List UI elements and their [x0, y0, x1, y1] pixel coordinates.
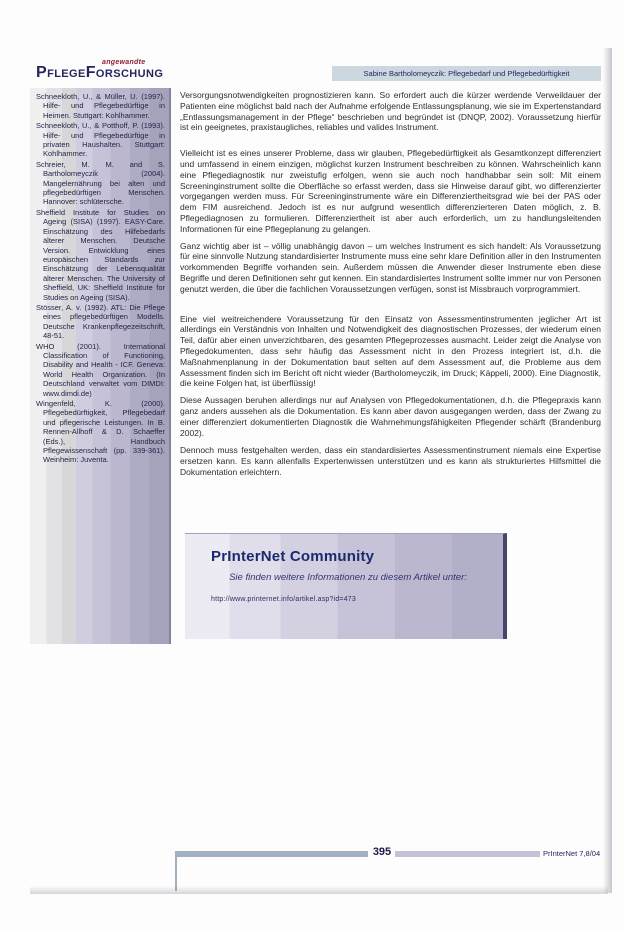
- reference-item: Schneekloth, U., & Müller, U. (1997). Hilfe- und Pflegebedürftige in Heimen. Stuttgart: Kohlhammer.: [36, 92, 165, 120]
- community-title: PrInterNet Community: [211, 548, 375, 565]
- reference-item: WHO (2001). International Classification of Functioning, Disability and Health - ICF. Geneva: World Health Organization. (In Deutschland verwaltet vom DIMDI: www.dimdi.de): [36, 341, 165, 398]
- journal-issue: PrInterNet 7,8/04: [543, 849, 601, 858]
- article-paragraph: Diese Aussagen beruhen allerdings nur auf Analysen von Pflegedokumentationen, d.h. die Pflegepraxis kann ganz anders aussehen als die Dokumentation. Es kann aber davon ausgegangen werden, dass der Zwang zu einer differenziert dokumentierten Diagnostik die Wahrnehmungsfähigkeiten Pflegender schärft (Brandenburg 2002).: [180, 395, 601, 438]
- references-sidebar: [30, 88, 171, 644]
- reference-item: Schreier, M. M. and S. Bartholomeyczik (2004). Mangelernährung bei alten und pflegebedürftigen Menschen. Hannover: schlütersche.: [36, 159, 165, 207]
- article-paragraph: Dennoch muss festgehalten werden, dass ein standardisiertes Assessmentinstrument niemals eine Expertise ersetzen kann. Es kann allenfalls Expertenwissen unterstützen und es kann als strukturiertes Hilfsmittel die Dokumentation erleichtern.: [180, 445, 601, 477]
- footer-rule-left: [175, 851, 368, 857]
- article-paragraph: Ganz wichtig aber ist – völlig unabhängig davon – um welches Instrument es sich handelt: Als Voraussetzung für eine sinnvolle Nutzung standardisierter Instrumente muss eine sehr klare Definition aller in den Instrumenten vorkommenden Begriffe vorhanden sein. Außerdem müssen die Anwender dieser Instrumente eben diese Begriffe und deren Definitionen sehr gut kennen. Ein standardisiertes Instrument sollte immer nur von Personen genutzt werden, die über die fachlichen Voraussetzungen verfügen, sonst ist Missbrauch vorprogrammiert.: [180, 240, 601, 294]
- page-edge-shadow-right: [603, 48, 612, 893]
- running-header: Sabine Bartholomeyczik: Pflegebedarf und Pflegebedürftigkeit: [332, 66, 601, 81]
- article-paragraph: Eine viel weitreichendere Voraussetzung für den Einsatz von Assessmentinstrumenten jeglicher Art ist allerdings ein Verständnis von Inhalten und Notwendigkeit des diagnostischen Prozesses, der wiederum einen Teil, dafür aber einen unverzichtbaren, des gesamten Pflegeprozesses ausmacht. Leider zeigt die Analyse von Pflegedokumenten, dass sehr häufig das Assessment nicht in den Prozess integriert ist, d.h. die Maßnahmenplanung in der Dokumentation baut selten auf dem Assessment auf, die Probleme aus dem Assessment finden sich im Bericht oft nicht wieder (Bartholomeyczik, im Druck; Käppeli, 2000). Eine Diagnostik, die keine Folgen hat, ist überflüssig!: [180, 313, 601, 389]
- reference-item: Stösser, A. v. (1992). ATL: Die Pflege eines pflegebedürftigen Modells. Deutsche Krankenpflegezeitschrift, 48-51.: [36, 302, 165, 341]
- reference-item: Schneekloth, U., & Potthoff, P. (1993). Hilfe- und Pflegebedürftige in privaten Haushalten. Stuttgart: Kohlhammer.: [36, 121, 165, 159]
- printernet-community-box: [185, 533, 507, 639]
- footer-left-tick: [175, 851, 177, 891]
- article-body: [180, 90, 601, 478]
- footer-rule-right: [395, 851, 540, 857]
- logo-overline: angewandte: [102, 59, 146, 66]
- reference-item: Sheffield Institute for Studies on Ageing (SISA) (1997). EASY-Care. Einschätzung des Hilfebedarfs älterer Menschen. Deutsche Version. Entwicklung eines europäischen Standards zur Einschätzung der Lebensqualität älterer Menschen. The University of Sheffield, UK: Sheffield Institute for Studies on Ageing (SISA).: [36, 207, 165, 302]
- logo-title: PflegeForschung: [36, 64, 164, 81]
- article-paragraph: Versorgungsnotwendigkeiten prognostizieren kann. So erfordert auch die kürzer werdende Verweildauer der Patienten eine möglichst bald nach der Aufnahme erfolgende Entlassungsplanung, wie sie im Expertenstandard „Entlassungsmanagement in der Pflege“ beschrieben und begründet ist (DNQP, 2002). Voraussetzung hierfür ist ein geeignetes, praxistaugliches, reliables und valides Instrument.: [180, 90, 601, 133]
- community-url-link[interactable]: http://www.printernet.info/artikel.asp?id=473: [211, 596, 356, 603]
- community-text: Sie finden weitere Informationen zu diesem Artikel unter:: [229, 572, 467, 583]
- article-paragraph: Vielleicht ist es eines unserer Probleme, dass wir glauben, Pflegebedürftigkeit als Gesamtkonzept differenziert und umfassend in einem einzigen, möglichst kurzen Instrument beschreiben zu können. Wahrscheinlich kann eine Pflegediagnostik nur zweistufig erfolgen, wenn sie auch noch handhabbar sein soll: Mit einem Screeninginstrument sollte die Oberfläche so erfasst werden, dass sie Hinweise darauf gibt, wo differenzierter vorgegangen werden muss. Für Screeninginstrumente wäre ein Differenziertheitsgrad wie bei der PAS oder dem FIM ausreichend. Jedoch ist es nur aufgrund wesentlich differenzierteren Daten möglich, z. B. Pflegediagnosen zu formulieren. Differenziertheit ist aber auch erforderlich, um zu handlungsleitenden Informationen für eine Pflegeplanung zu gelangen.: [180, 148, 601, 234]
- page-number: 395: [372, 846, 392, 858]
- reference-item: Wingenfeld, K. (2000). Pflegebedürftigkeit, Pflegebedarf und pflegerische Leistungen. In B. Rennen-Allhoff & D. Schaeffer (Eds.), Handbuch Pflegewissenschaft (pp. 339-361). Weinheim: Juventa.: [36, 399, 165, 465]
- page-edge-shadow-bottom: [30, 886, 608, 894]
